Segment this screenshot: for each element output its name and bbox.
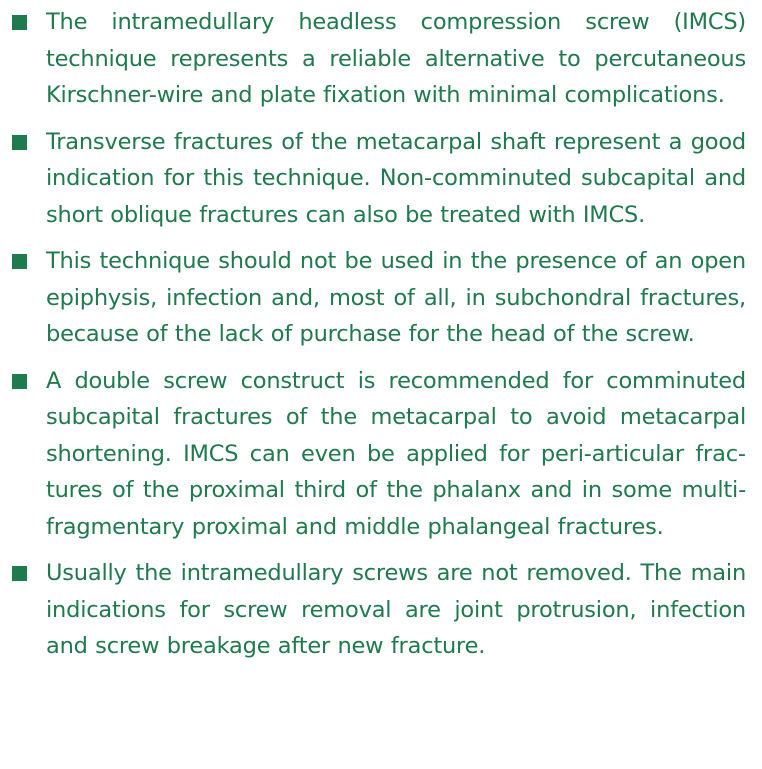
list-item-text: This technique should not be used in the presence of an open epiphysis, infection and, most of all, in subchondral fractures, because of the lack of purchase for the head of the screw. [46,248,746,347]
list-item [12,555,746,665]
list-item [12,243,746,353]
square-bullet-icon [12,15,27,30]
square-bullet-icon [12,254,27,269]
list-item [12,124,746,234]
list-item-text: A double screw construct is recommended for comminuted subcapital fractures of the metacarpal to avoid metacarpal shortening. IMCS can even be applied for peri-articular fractures of the proximal third of the phalanx and in some multi-fragmentary proximal and middle phalangeal fractures. [46,367,746,540]
square-bullet-icon [12,374,27,389]
square-bullet-icon [12,135,27,150]
list-item-text: The intramedullary headless compression screw (IMCS) technique represents a reliable alternative to percutaneous Kirschner-wire and plate fixation with minimal complications. [46,9,746,108]
list-item-text: Usually the intramedullary screws are not removed. The main indications for screw removal are joint protrusion, infection and screw breakage after new fracture. [46,560,746,659]
list-item-text: Transverse fractures of the metacarpal shaft represent a good indication for this technique. Non-comminuted subcapital and short oblique fractures can also be treated with IMCS. [46,128,746,228]
list-item [12,4,746,114]
list-item [12,363,746,546]
key-points-list [12,4,746,665]
square-bullet-icon [12,566,27,581]
